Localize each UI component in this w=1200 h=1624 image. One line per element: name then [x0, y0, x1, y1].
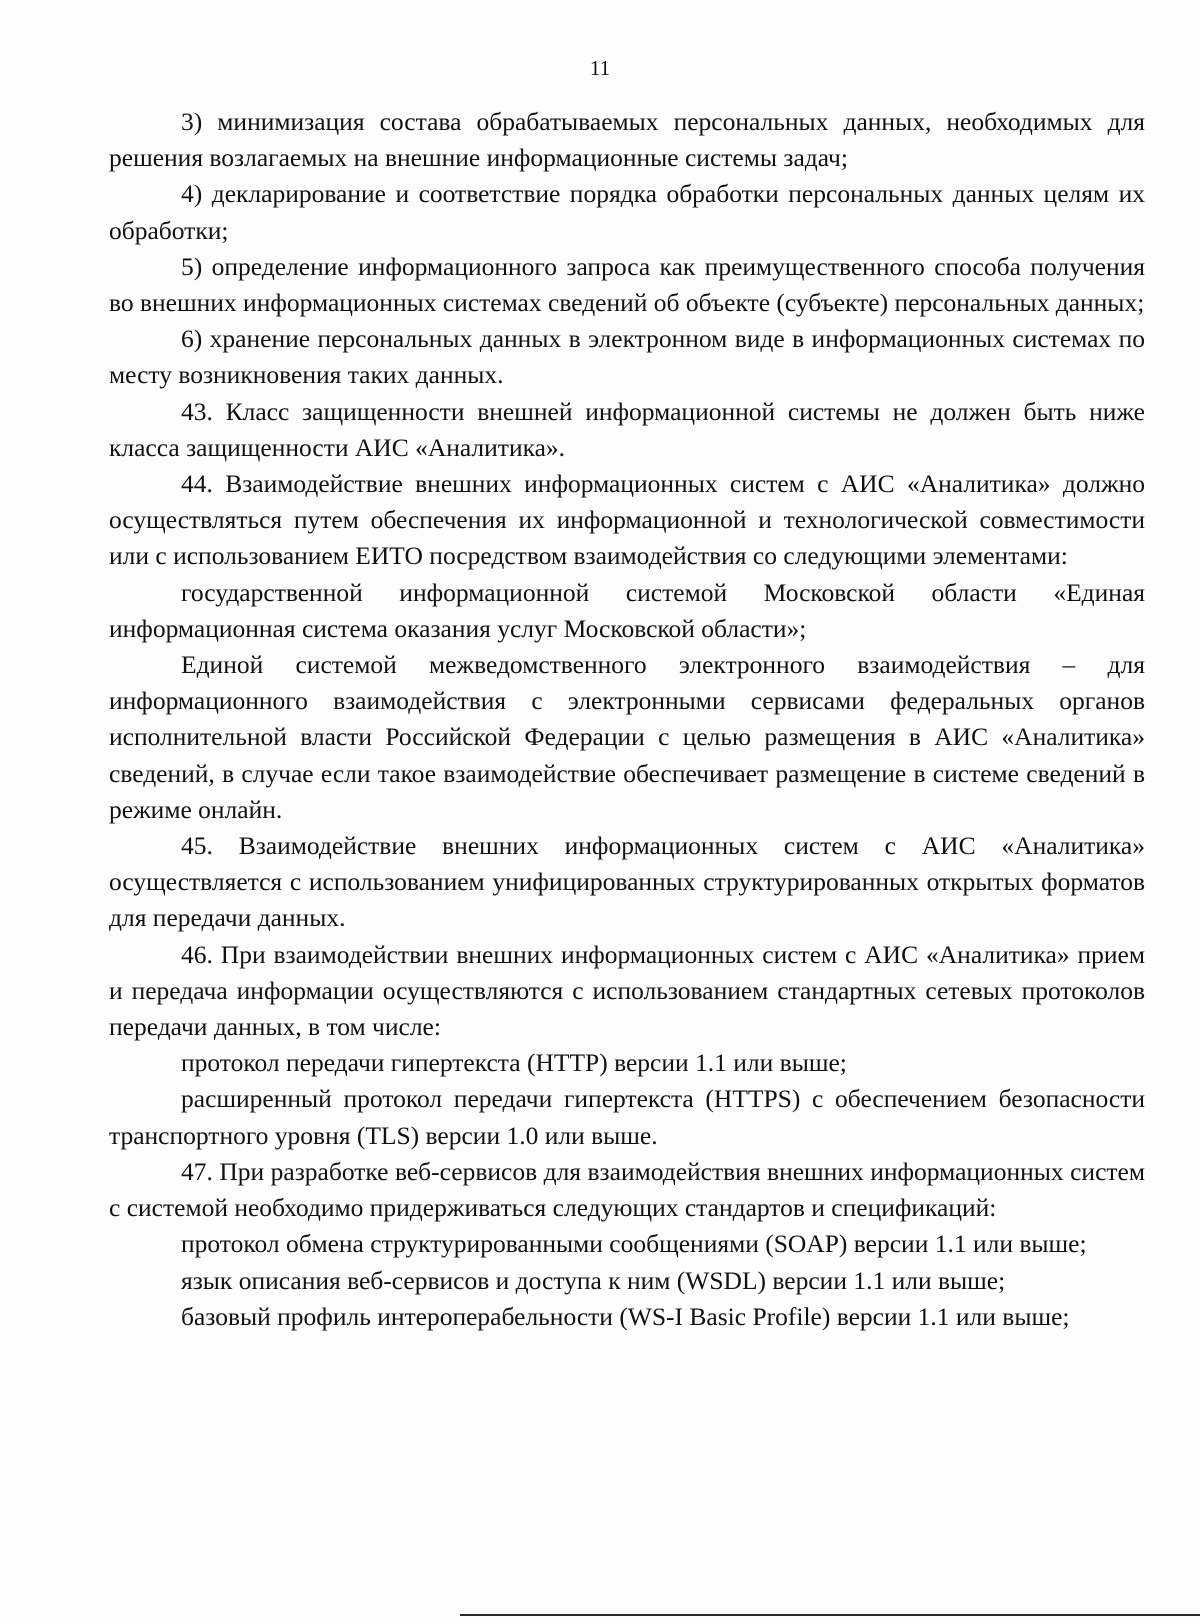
paragraph-clause-46-http: протокол передачи гипертекста (HTTP) версии 1.1 или выше;: [181, 1048, 847, 1078]
paragraph-clause-46: 46. При взаимодействии внешних информационных систем с АИС «Аналитика» прием и передача информации осуществляются с использованием стандартных сетевых протоколов передачи данных, в том числе:: [109, 939, 1145, 1042]
paragraph-clause-43: 43. Класс защищенности внешней информационной системы не должен быть ниже класса защищенности АИС «Аналитика».: [109, 396, 1145, 462]
paragraph-clause-47-soap: протокол обмена структурированными сообщениями (SOAP) версии 1.1 или выше;: [181, 1229, 1087, 1259]
paragraph-clause-47-ws-i: базовый профиль интероперабельности (WS-I Basic Profile) версии 1.1 или выше;: [181, 1301, 1070, 1331]
paragraph-item-4-declaration: 4) декларирование и соответствие порядка обработки персональных данных целям их обработки;: [109, 179, 1145, 245]
paragraph-item-5-information-request: 5) определение информационного запроса как преимущественного способа получения во внешних информационных системах сведений об объекте (субъекте) персональных данных;: [109, 251, 1145, 318]
paragraph-clause-47-wsdl: язык описания веб-сервисов и доступа к ним (WSDL) версии 1.1 или выше;: [181, 1265, 1006, 1295]
document-body: [109, 104, 1145, 1335]
paragraph-clause-44-element-eis: государственной информационной системой Московской области «Единая информационная система оказания услуг Московской области»;: [109, 577, 1145, 643]
paragraph-clause-44: 44. Взаимодействие внешних информационных систем с АИС «Аналитика» должно осуществляться путем обеспечения их информационной и технологической совместимости или с использованием ЕИТО посредством взаимодействия со следующими элементами:: [109, 469, 1145, 571]
paragraph-clause-47: 47. При разработке веб-сервисов для взаимодействия внешних информационных систем с системой необходимо придерживаться следующих стандартов и спецификаций:: [109, 1156, 1145, 1223]
scan-bottom-edge-line: [460, 1614, 1200, 1616]
page-number: 11: [589, 56, 611, 80]
paragraph-clause-45: 45. Взаимодействие внешних информационных систем с АИС «Аналитика» осуществляется с использованием унифицированных структурированных открытых форматов для передачи данных.: [109, 831, 1145, 933]
paragraph-item-3-data-minimization: 3) минимизация состава обрабатываемых персональных данных, необходимых для решения возлагаемых на внешние информационные системы задач;: [109, 107, 1145, 173]
paragraph-item-6-data-storage: 6) хранение персональных данных в электронном виде в информационных системах по месту возникновения таких данных.: [109, 324, 1145, 390]
paragraph-clause-46-https: расширенный протокол передачи гипертекста (HTTPS) с обеспечением безопасности транспортного уровня (TLS) версии 1.0 или выше.: [109, 1084, 1145, 1150]
paragraph-clause-44-element-smev: Единой системой межведомственного электронного взаимодействия – для информационного взаимодействия с электронными сервисами федеральных органов исполнительной власти Российской Федерации с целью размещения в АИС «Аналитика» сведений, в случае если такое взаимодействие обеспечивает размещение в системе сведений в режиме онлайн.: [109, 650, 1145, 824]
